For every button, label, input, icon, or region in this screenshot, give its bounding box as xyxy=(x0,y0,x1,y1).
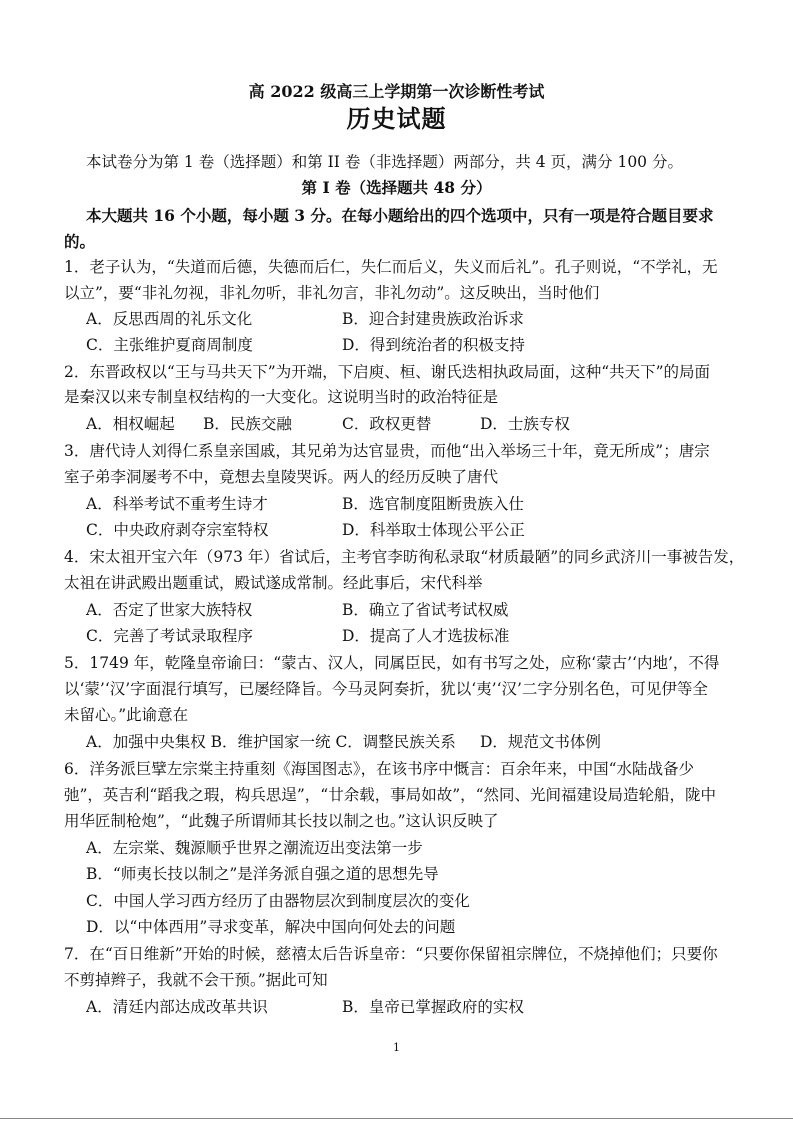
question-3-option-b: B．选官制度阻断贵族入仕 xyxy=(342,495,524,513)
section-instruction: 本大题共 16 个小题，每小题 3 分。在每小题给出的四个选项中，只有一项是符合题目要求 xyxy=(86,206,714,225)
exam-intro: 本试卷分为第 1 卷（选择题）和第 II 卷（非选择题）两部分，共 4 页，满分 100 分。 xyxy=(86,153,683,171)
question-2-stem-cont: 是秦汉以来专制皇权结构的一大变化。这说明当时的政治特征是 xyxy=(64,388,499,406)
question-4-option-a: A．否定了世家大族特权 xyxy=(86,601,253,619)
section-title: 第 I 卷（选择题共 48 分） xyxy=(301,178,492,197)
question-4-option-d: D．提高了人才选拔标准 xyxy=(342,627,510,645)
question-2-stem: 2．东晋政权以“王与马共天下”为开端，下启庾、桓、谢氏迭相执政局面，这种“共天下”的局面 xyxy=(64,363,711,381)
subject-title: 历史试题 xyxy=(346,104,447,133)
question-1-option-c: C．主张维护夏商周制度 xyxy=(86,336,253,354)
question-4-option-b: B．确立了省试考试权威 xyxy=(342,601,509,619)
question-7-stem: 7．在“百日维新”开始的时候，慈禧太后告诉皇帝：“只要你保留祖宗牌位，不烧掉他们；只要你 xyxy=(64,945,718,963)
question-4-stem-cont: 太祖在讲武殿出题重试，殿试遂成常制。经此事后，宋代科举 xyxy=(64,574,483,592)
question-7-stem-cont: 不剪掉辫子，我就不会干预。”据此可知 xyxy=(64,971,328,989)
question-3-option-d: D．科举取士体现公平公正 xyxy=(342,521,525,539)
question-2-option-c: C．政权更替 xyxy=(342,415,432,433)
question-5-stem: 5．1749 年，乾隆皇帝谕曰：“蒙古、汉人，同属臣民，如有书写之处，应称‘蒙古’‘内地’，不得 xyxy=(64,654,720,672)
question-3-option-c: C．中央政府剥夺宗室特权 xyxy=(86,521,269,539)
question-7-option-a: A．清廷内部达成改革共识 xyxy=(86,998,268,1016)
question-6-option-d: D．以“中体西用”寻求变革，解决中国向何处去的问题 xyxy=(86,918,456,936)
question-2-option-a: A．相权崛起 xyxy=(86,415,175,433)
question-1-option-d: D．得到统治者的积极支持 xyxy=(342,336,525,354)
question-1-option-a: A．反思西周的礼乐文化 xyxy=(86,310,253,328)
question-6-stem: 6．洋务派巨擘左宗棠主持重刻《海国图志》，在该书序中慨言：百余年来，中国“水陆战备少 xyxy=(64,760,695,778)
question-2-option-d: D．士族专权 xyxy=(480,415,570,433)
question-7-option-b: B．皇帝已掌握政府的实权 xyxy=(342,998,524,1016)
question-1-stem-cont: 以立”，要“非礼勿视，非礼勿听，非礼勿言，非礼勿动”。这反映出，当时他们 xyxy=(64,284,600,302)
question-1-stem: 1．老子认为，“失道而后德，失德而后仁，失仁而后义，失义而后礼”。孔子则说，“不学礼，无 xyxy=(64,258,718,276)
question-3-stem: 3．唐代诗人刘得仁系皇亲国戚，其兄弟为达官显贵，而他“出入举场三十年，竟无所成”；唐宗 xyxy=(64,442,710,460)
exam-name: 高 2022 级高三上学期第一次诊断性考试 xyxy=(248,82,545,101)
question-6-stem-cont-2: 用华匠制枪炮”，“此魏子所谓师其长技以制之也。”这认识反映了 xyxy=(64,812,499,830)
question-6-stem-cont: 弛”，英吉利“蹈我之瑕，构兵思逞”，“廿余载，事局如故”，“然同、光间福建设局造轮船，陇中 xyxy=(64,786,717,804)
question-4-option-c: C．完善了考试录取程序 xyxy=(86,627,253,645)
question-2-option-b: B．民族交融 xyxy=(203,415,292,433)
question-5-stem-cont-2: 未留心。”此谕意在 xyxy=(64,706,189,724)
question-5-option-d: D．规范文书体例 xyxy=(480,733,601,751)
question-4-stem: 4．宋太祖开宝六年（973 年）省试后，主考官李昉徇私录取“材质最陋”的同乡武济川一事被告发， xyxy=(64,548,745,566)
question-6-option-b: B．“师夷长技以制之”是洋务派自强之道的思想先导 xyxy=(86,865,439,883)
page-number: 1 xyxy=(393,1041,400,1054)
section-instruction-cont: 的。 xyxy=(64,232,96,251)
page-bottom-rule xyxy=(0,1118,793,1119)
question-3-stem-cont: 室子弟李洞屡考不中，竟想去皇陵哭诉。两人的经历反映了唐代 xyxy=(64,468,499,486)
question-6-option-a: A．左宗棠、魏源顺乎世界之潮流迈出变法第一步 xyxy=(86,839,423,857)
question-1-option-b: B．迎合封建贵族政治诉求 xyxy=(342,310,524,328)
question-5-options-abc: A．加强中央集权 B．维护国家一统 C．调整民族关系 xyxy=(86,733,456,751)
question-5-stem-cont: 以‘蒙’‘汉’字面混行填写，已屡经降旨。今马灵阿奏折，犹以‘夷’‘汉’二字分别名色，可见伊等全 xyxy=(64,680,708,698)
question-6-option-c: C．中国人学习西方经历了由器物层次到制度层次的变化 xyxy=(86,892,470,910)
question-3-option-a: A．科举考试不重考生诗才 xyxy=(86,495,268,513)
